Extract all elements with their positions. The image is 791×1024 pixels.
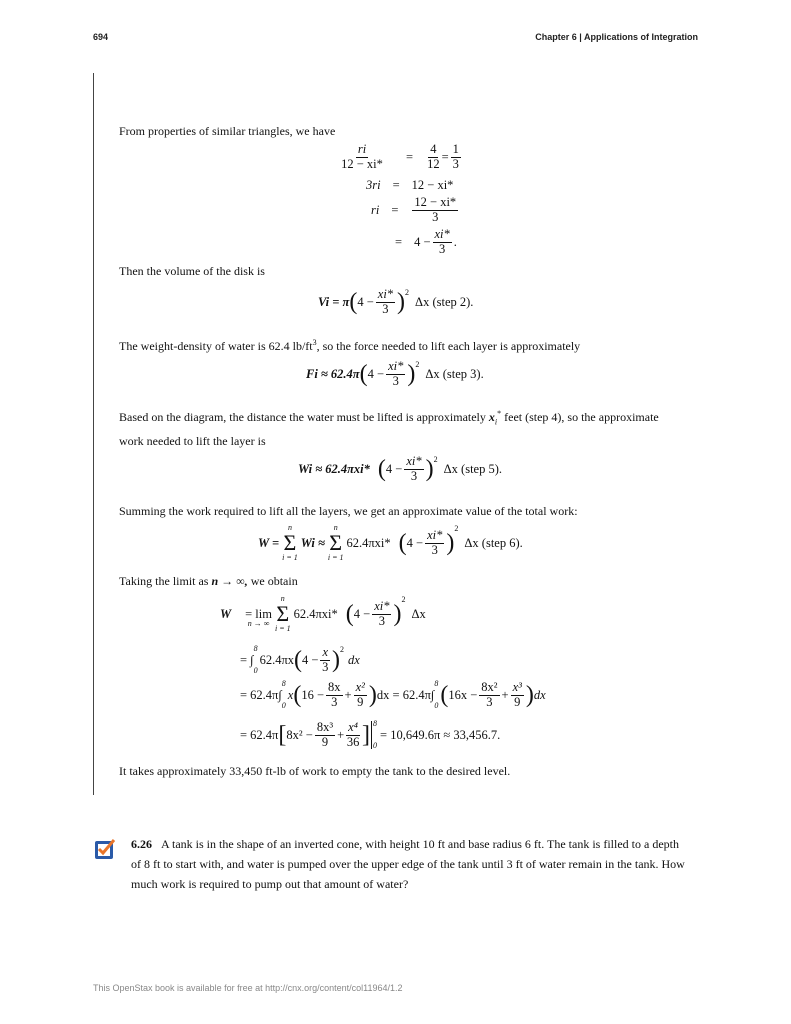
equation-line bbox=[330, 143, 463, 172]
lower-limit: i = 1 bbox=[274, 624, 291, 633]
paren: ) bbox=[368, 682, 377, 708]
plus: + bbox=[344, 687, 352, 702]
denominator: 12 − xi* bbox=[341, 156, 383, 171]
term: 4 − bbox=[367, 366, 385, 381]
equation-integral bbox=[240, 645, 360, 675]
paren: ( bbox=[377, 456, 386, 483]
upper-limit: 8 bbox=[373, 719, 378, 728]
term: Wi ≈ bbox=[300, 535, 325, 550]
chapter-header: Chapter 6 | Applications of Integration bbox=[535, 32, 698, 42]
equation-sum bbox=[258, 524, 523, 562]
paren: ) bbox=[393, 601, 402, 627]
exercise-number: 6.26 bbox=[131, 837, 152, 851]
upper-limit: n bbox=[280, 594, 285, 603]
denominator: 3 bbox=[486, 694, 493, 709]
exponent: 2 bbox=[340, 645, 345, 654]
paragraph bbox=[119, 338, 580, 354]
term: Δx (step 3). bbox=[425, 366, 484, 381]
denominator: 3 bbox=[331, 694, 338, 709]
text: we obtain bbox=[247, 574, 298, 588]
denominator: 3 bbox=[431, 542, 438, 557]
text: Taking the limit as bbox=[119, 574, 212, 588]
equation-result bbox=[240, 720, 500, 750]
denominator: 3 bbox=[378, 613, 385, 628]
paragraph bbox=[119, 409, 659, 426]
numerator: x⁴ bbox=[348, 719, 359, 734]
paragraph bbox=[119, 574, 298, 589]
equation-expanded bbox=[240, 680, 546, 710]
term: dx bbox=[533, 687, 546, 702]
numerator: xi* bbox=[427, 527, 443, 542]
bracket: [ bbox=[278, 722, 287, 748]
equals: = bbox=[441, 149, 449, 164]
upper-limit: n bbox=[333, 523, 338, 532]
term: 62.4πxi* bbox=[293, 606, 338, 621]
lower-limit: 0 bbox=[281, 701, 286, 710]
lhs: ri bbox=[371, 202, 380, 217]
numerator: x³ bbox=[512, 679, 522, 694]
term: 62.4πxi* bbox=[346, 535, 391, 550]
paren: ) bbox=[525, 682, 534, 708]
paren: ( bbox=[398, 530, 407, 556]
equation-limit bbox=[220, 595, 426, 633]
lower-limit: 0 bbox=[434, 701, 439, 710]
paren: ( bbox=[294, 647, 303, 673]
paren: ) bbox=[397, 289, 406, 316]
numerator: xi* bbox=[434, 227, 450, 241]
lower-limit: i = 1 bbox=[282, 553, 298, 562]
term: 4 − bbox=[414, 234, 431, 249]
denominator: 3 bbox=[322, 659, 329, 674]
exponent: 2 bbox=[415, 360, 420, 369]
denominator: 3 bbox=[452, 156, 459, 171]
paragraph: Then the volume of the disk is bbox=[119, 264, 265, 278]
term: W bbox=[220, 606, 232, 621]
period: . bbox=[453, 234, 457, 249]
paren: ) bbox=[425, 456, 434, 483]
subscript: i bbox=[494, 417, 498, 427]
text: feet (step 4), so the approximate bbox=[501, 410, 659, 424]
equals: = bbox=[406, 149, 414, 164]
integral: = ∫ bbox=[240, 652, 254, 667]
sigma: Σ bbox=[276, 601, 290, 626]
term: 4 − bbox=[353, 606, 371, 621]
rhs: 12 − xi* bbox=[411, 178, 454, 192]
term: = 62.4π bbox=[240, 727, 279, 742]
numerator: 8x² bbox=[481, 679, 498, 694]
denominator: 3 bbox=[432, 209, 439, 224]
paren: ) bbox=[332, 647, 341, 673]
numerator: 1 bbox=[452, 142, 459, 156]
paragraph: It takes approximately 33,450 ft-lb of work to empty the tank to the desired level. bbox=[119, 764, 511, 778]
term: Fi ≈ 62.4π bbox=[306, 366, 360, 381]
numerator: x bbox=[322, 644, 329, 659]
numerator: xi* bbox=[406, 454, 422, 468]
example-rule bbox=[93, 73, 94, 795]
exercise-text: A tank is in the shape of an inverted cone, with height 10 ft and base radius 6 ft. The tank is filled to a depth of 8 ft to start with, and water is pumped over the upper edge of the tank until 3 ft of water remain in the tank. How much work is required to pump out that amount of water? bbox=[131, 837, 685, 891]
exercise-6-26 bbox=[131, 834, 691, 894]
upper-limit: 8 bbox=[434, 679, 439, 688]
paren: ( bbox=[440, 682, 449, 708]
paren: ( bbox=[293, 682, 302, 708]
text: , so the force needed to lift each layer is approximately bbox=[316, 339, 581, 353]
term: 4 − bbox=[357, 294, 374, 309]
term: Δx (step 6). bbox=[464, 535, 523, 550]
variable: x bbox=[488, 410, 495, 424]
plus: + bbox=[337, 727, 345, 742]
paren: ( bbox=[345, 601, 354, 627]
denominator: 9 bbox=[357, 694, 364, 709]
paragraph: work needed to lift the layer is bbox=[119, 434, 266, 448]
exponent: 2 bbox=[405, 288, 410, 297]
term: dx bbox=[348, 652, 360, 667]
sigma: Σ bbox=[283, 530, 297, 555]
star: * bbox=[497, 409, 502, 418]
term: 4 − bbox=[406, 535, 424, 550]
lower-limit: i = 1 bbox=[327, 553, 344, 562]
paragraph: Summing the work required to lift all the layers, we get an approximate value of the total work: bbox=[119, 504, 578, 518]
numerator: ri bbox=[357, 142, 367, 156]
upper-limit: 8 bbox=[281, 679, 286, 688]
term: Vi = π bbox=[318, 294, 350, 309]
term: Δx (step 5). bbox=[443, 461, 502, 476]
sigma: Σ bbox=[329, 530, 343, 555]
lhs: 3ri bbox=[366, 178, 381, 192]
numerator: x² bbox=[355, 679, 365, 694]
equation-vi bbox=[318, 288, 473, 317]
numerator: 8x bbox=[328, 679, 341, 694]
exponent: 2 bbox=[433, 455, 438, 464]
text: The weight-density of water is 62.4 lb/ft bbox=[119, 339, 313, 353]
term: dx = 62.4π∫ bbox=[376, 687, 435, 702]
numerator: 8x³ bbox=[316, 719, 334, 734]
lower-limit: 0 bbox=[373, 741, 378, 750]
upper-limit: n bbox=[287, 523, 292, 532]
denominator: 9 bbox=[321, 734, 329, 749]
term: Wi ≈ 62.4πxi* bbox=[298, 461, 370, 476]
term: = 62.4π∫ bbox=[240, 687, 282, 702]
numerator: xi* bbox=[374, 598, 390, 613]
term: Δx bbox=[411, 606, 426, 621]
equation-fi bbox=[306, 360, 484, 389]
numerator: xi* bbox=[377, 287, 394, 301]
denominator: 12 bbox=[427, 156, 440, 171]
numerator: xi* bbox=[388, 359, 404, 373]
lim-sub: n → ∞ bbox=[247, 619, 270, 629]
equals: = bbox=[392, 178, 400, 192]
denominator: 36 bbox=[346, 734, 360, 749]
equals: = bbox=[391, 202, 399, 217]
footer: This OpenStax book is available for free at http://cnx.org/content/col11964/1.2 bbox=[93, 983, 403, 993]
paragraph: From properties of similar triangles, we have bbox=[119, 124, 336, 138]
term: Δx (step 2). bbox=[415, 294, 474, 309]
term: W = bbox=[258, 535, 280, 550]
equation-wi bbox=[298, 455, 502, 484]
page-number: 694 bbox=[93, 32, 109, 42]
equation-line bbox=[371, 196, 460, 225]
paren: ) bbox=[446, 530, 455, 556]
exponent: 3 bbox=[312, 338, 317, 347]
numerator: 12 − xi* bbox=[414, 195, 457, 209]
term: 4 − bbox=[385, 461, 403, 476]
term: 16 − bbox=[301, 687, 325, 702]
numerator: 4 bbox=[430, 142, 437, 156]
denominator: 3 bbox=[382, 301, 389, 316]
math: n → ∞, bbox=[211, 574, 248, 588]
paren: ( bbox=[359, 361, 368, 388]
term: = 10,649.6π ≈ 33,456.7. bbox=[380, 727, 501, 742]
term: 16x − bbox=[448, 687, 478, 702]
denominator: 3 bbox=[410, 468, 418, 483]
plus: + bbox=[501, 687, 509, 702]
text: Based on the diagram, the distance the water must be lifted is approximately bbox=[119, 410, 489, 424]
term: 62.4πx bbox=[259, 652, 295, 667]
lim: = lim bbox=[245, 606, 272, 621]
term: x bbox=[287, 687, 294, 702]
term: 8x² − bbox=[286, 727, 313, 742]
checkpoint-checkbox-icon bbox=[94, 838, 116, 860]
paren: ) bbox=[407, 361, 416, 388]
exponent: 2 bbox=[401, 595, 406, 604]
denominator: 3 bbox=[392, 373, 399, 388]
paren: ( bbox=[349, 289, 358, 316]
bracket: ] bbox=[362, 722, 371, 748]
term: 4 − bbox=[302, 652, 319, 667]
denominator: 9 bbox=[514, 694, 521, 709]
equals: = bbox=[395, 234, 403, 249]
equation-line bbox=[395, 228, 457, 257]
equation-line bbox=[366, 178, 453, 193]
upper-limit: 8 bbox=[253, 644, 258, 653]
lower-limit: 0 bbox=[253, 666, 258, 675]
denominator: 3 bbox=[439, 241, 446, 256]
exponent: 2 bbox=[454, 524, 459, 533]
